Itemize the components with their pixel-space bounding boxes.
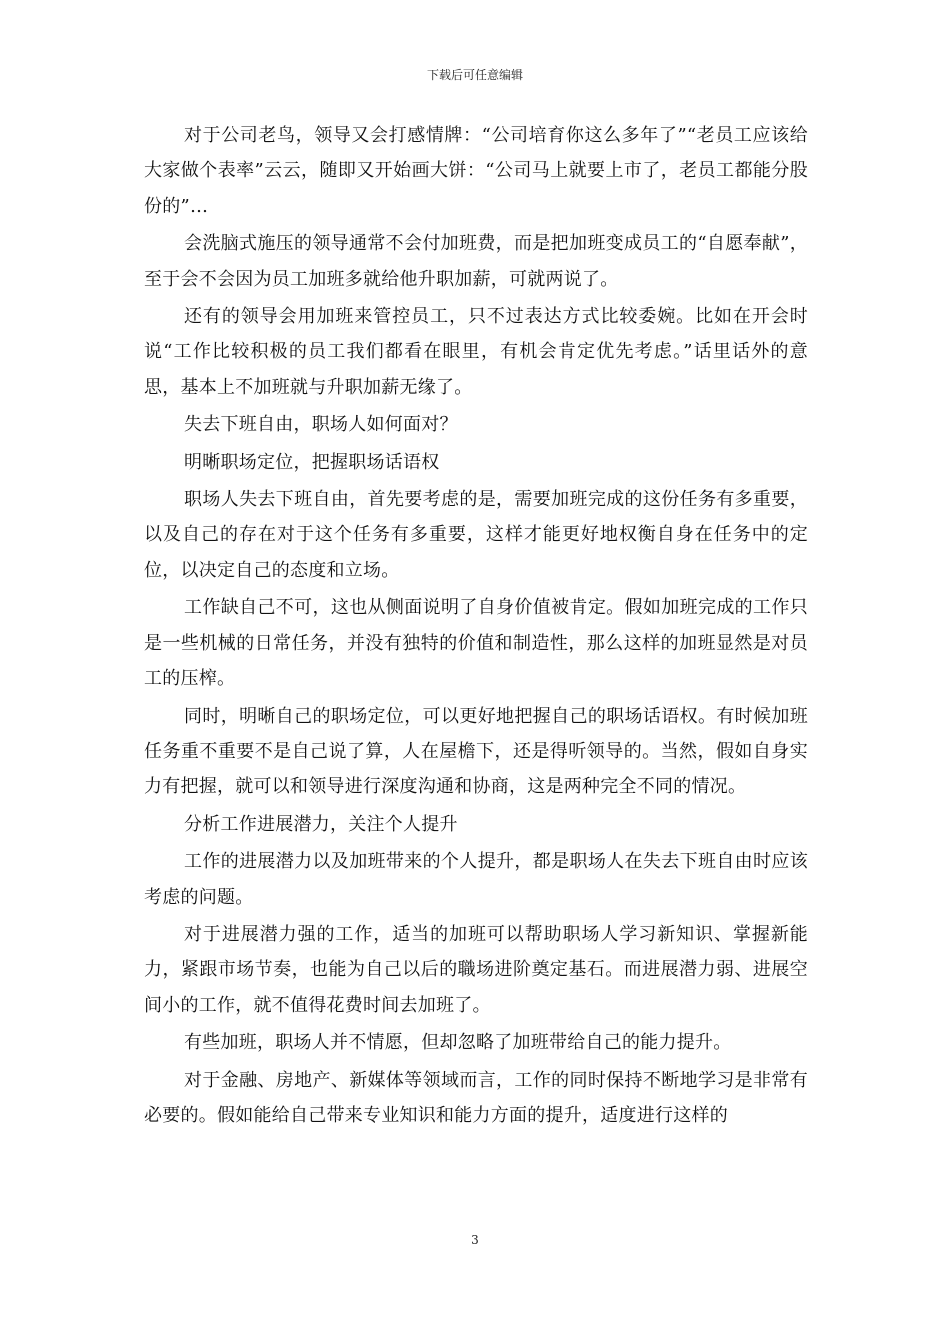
header-note: 下载后可任意编辑 [426,68,523,82]
paragraph: 有些加班，职场人并不情愿，但却忽略了加班带给自己的能力提升。 [184,1032,732,1054]
page-number: 3 [471,1233,479,1247]
body-text [144,118,808,1135]
paragraph: 同时，明晰自己的职场定位，可以更好地把握自己的职场话语权。有时候加班任务重不重要不是自己说了算，人在屋檐下，还是得听领导的。当然，假如自身实力有把握，就可以和领导进行深度沟通和协商，这是两种完全不同的情况。 [144,705,808,798]
paragraph: 工作缺自己不可，这也从侧面说明了自身价值被肯定。假如加班完成的工作只是一些机械的日常任务，并没有独特的价值和制造性，那么这样的加班显然是对员工的压榨。 [144,597,808,690]
paragraph: 对于公司老鸟，领导又会打感情牌：“公司培育你这么多年了”“老员工应该给大家做个表率”云云，随即又开始画大饼：“公司马上就要上市了，老员工都能分股份的”… [144,125,808,217]
section-heading: 明晰职场定位，把握职场话语权 [184,451,440,473]
paragraph: 对于进展潜力强的工作，适当的加班可以帮助职场人学习新知识、掌握新能力，紧跟市场节奏，也能为自己以后的職场进阶奠定基石。而进展潜力弱、进展空间小的工作，就不值得花费时间去加班了。 [144,923,808,1016]
paragraph: 还有的领导会用加班来管控员工，只不过表达方式比较委婉。比如在开会时说“工作比较积极的员工我们都看在眼里，有机会肯定优先考虑。”话里话外的意思，基本上不加班就与升职加薪无缘了。 [144,306,808,398]
paragraph: 会洗脑式施压的领导通常不会付加班费，而是把加班变成员工的“自愿奉献”，至于会不会因为员工加班多就给他升职加薪，可就两说了。 [144,233,808,290]
paragraph: 职场人失去下班自由，首先要考虑的是，需要加班完成的这份任务有多重要，以及自己的存在对于这个任务有多重要，这样才能更好地权衡自身在任务中的定位，以决定自己的态度和立场。 [144,489,808,581]
paragraph: 工作的进展潜力以及加班带来的个人提升，都是职场人在失去下班自由时应该考虑的问题。 [144,851,808,908]
paragraph: 对于金融、房地产、新媒体等领域而言，工作的同时保持不断地学习是非常有必要的。假如能给自己带来专业知识和能力方面的提升，适度进行这样的 [144,1069,808,1126]
section-heading: 分析工作进展潜力，关注个人提升 [184,813,458,835]
section-heading: 失去下班自由，职场人如何面对？ [184,414,458,436]
